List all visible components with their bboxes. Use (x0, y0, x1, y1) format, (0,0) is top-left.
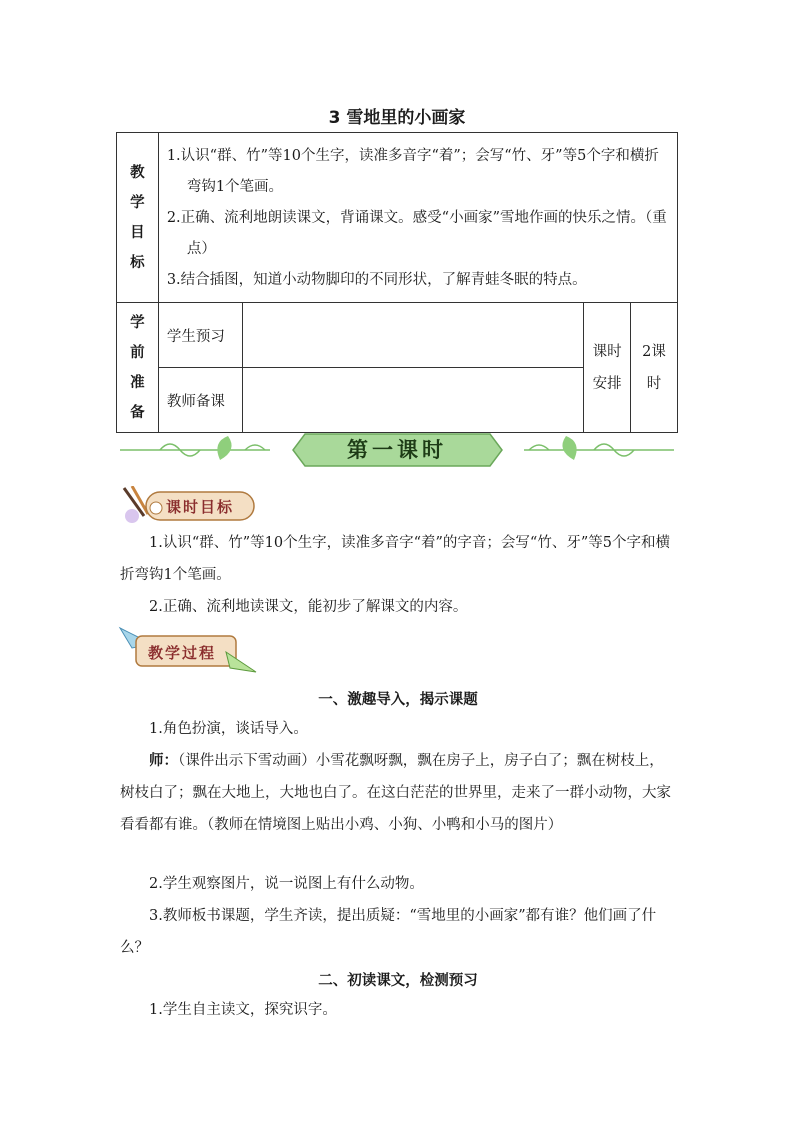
process-tag (118, 622, 258, 674)
part1-step3: 3.教师板书课题，学生齐读，提出质疑：“雪地里的小画家”都有谁？他们画了什么？ (120, 908, 657, 956)
part1-step1: 1.角色扮演，谈话导入。 (149, 721, 308, 737)
teacher-text: （课件出示下雪动画）小雪花飘呀飘，飘在房子上，房子白了；飘在树枝上，树枝白了；飘在大地上，大地也白了。在这白茫茫的世界里，走来了一群小动物，大家看看都有谁。（教师在情境图上贴出小鸡、小狗、小鸭和小马的图片） (120, 753, 671, 833)
lesson-goal-2: 2.正确、流利地读课文，能初步了解课文的内容。 (149, 599, 468, 615)
lesson-goal-label: 课时目标 (166, 498, 235, 516)
part2-heading: 二、初读课文，检测预习 (318, 973, 478, 989)
process-label: 教学过程 (148, 644, 217, 662)
document-title: 3 雪地里的小画家 (328, 108, 466, 128)
student-prep-label: 学生预习 (158, 303, 243, 368)
teacher-prep-label: 教师备课 (158, 368, 243, 433)
time-value: 2课时 (631, 303, 678, 433)
section-banner-title: 第一课时 (347, 438, 447, 462)
section-divider (120, 430, 674, 470)
part1-step2: 2.学生观察图片，说一说图上有什么动物。 (149, 876, 424, 892)
lesson-goal-1: 1.认识“群、竹”等10个生字，读准多音字“着”的字音；会写“竹、牙”等5个字和横折弯钩1个笔画。 (120, 535, 670, 583)
part1-heading: 一、激趣导入，揭示课题 (318, 692, 478, 708)
goals-row (117, 133, 678, 303)
time-label: 课时安排 (584, 303, 631, 433)
goal-item: 2.正确、流利地朗读课文，背诵课文。感受“小画家”雪地作画的快乐之情。（重点） (166, 210, 667, 257)
lesson-plan-table (116, 132, 678, 433)
goals-header: 教 学 目 标 (117, 133, 159, 303)
teacher-prep-value (243, 368, 584, 433)
goal-item: 1.认识“群、竹”等10个生字，读准多音字“着”；会写“竹、牙”等5个字和横折弯钩1个笔画。 (166, 148, 659, 195)
goal-item: 3.结合插图，知道小动物脚印的不同形状，了解青蛙冬眠的特点。 (166, 272, 587, 288)
prep-header: 学 前 准 备 (117, 303, 159, 433)
prep-row (117, 303, 678, 368)
teacher-label: 师： (149, 752, 178, 769)
part2-step1: 1.学生自主读文，探究识字。 (149, 1002, 337, 1018)
teacher-dialogue (120, 745, 676, 841)
lesson-goal-tag (118, 486, 258, 520)
student-prep-value (243, 303, 584, 368)
goals-cell (158, 133, 677, 303)
